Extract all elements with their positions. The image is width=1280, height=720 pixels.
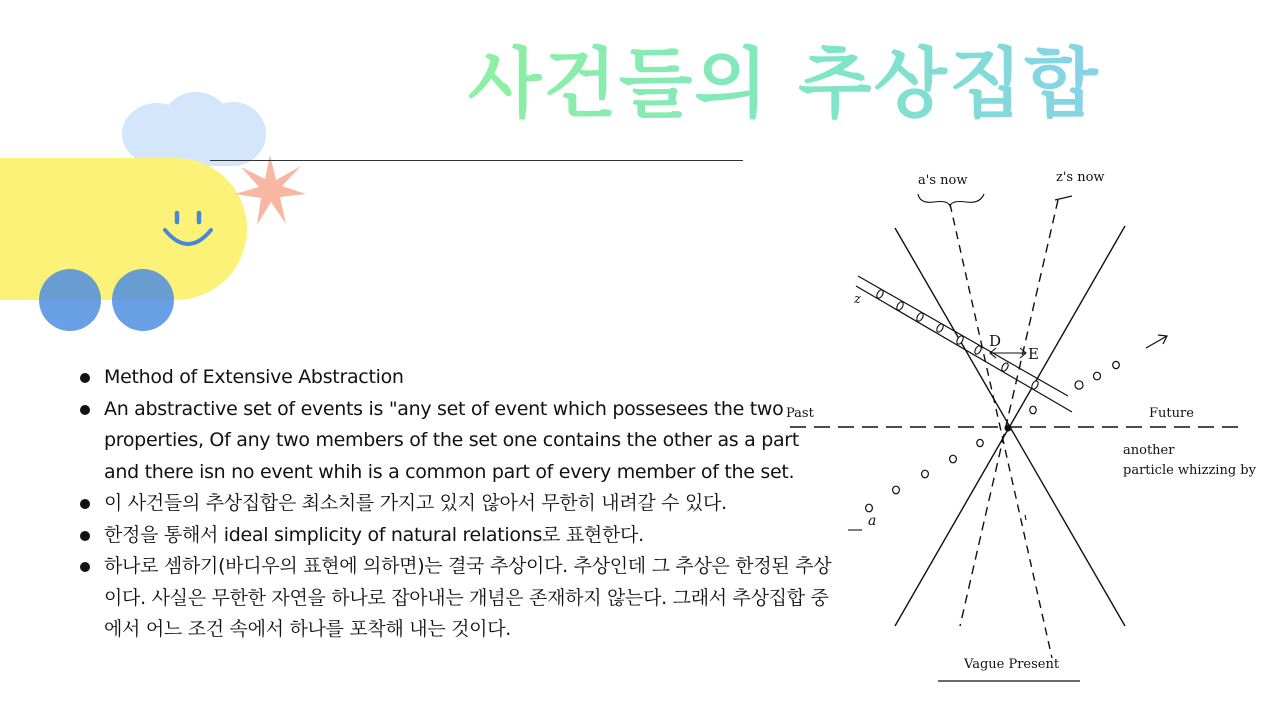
bullet-list (78, 362, 838, 646)
spacetime-diagram (786, 160, 1260, 690)
d-label: D (989, 332, 1002, 350)
future-label: Future (1149, 406, 1194, 421)
slide-title: 사건들의 추상집합 (468, 36, 1100, 132)
bullet-item: 하나로 셈하기(바디우의 표현에 의하면)는 결국 추상이다. 추상인데 그 추상은 한정된 추상이다. 사실은 무한한 자연을 하나로 잡아내는 개념은 존재하지 않는다. 그래서 추상집합 중에서 어느 조건 속에서 하나를 포착해 내는 것이다. (78, 551, 838, 646)
blue-circle-right (112, 269, 174, 331)
bullet-item: 한정을 통해서 ideal simplicity of natural relations로 표현한다. (78, 520, 838, 552)
star-icon (232, 152, 308, 228)
e-label: E (1028, 345, 1039, 363)
title-underline (210, 160, 743, 161)
another-label: another (1123, 443, 1175, 458)
blue-circle-left (39, 269, 101, 331)
a-now-line (950, 204, 1052, 658)
a-label: a (868, 513, 877, 529)
past-label: Past (786, 406, 814, 421)
smiley-face-icon (160, 208, 216, 254)
z-label: z (854, 292, 861, 307)
z-now-line (960, 200, 1058, 626)
z-now-label: z's now (1056, 170, 1105, 185)
bullet-item: An abstractive set of events is "any set of event which possesees the two properties, Of any two members of the set one contains the other as a part and there isn no event whih is a common part of every member of the set. (78, 394, 838, 489)
vague-present-label: Vague Present (964, 657, 1060, 672)
a-now-label: a's now (918, 173, 968, 188)
bullet-item: Method of Extensive Abstraction (78, 362, 838, 394)
particle-label: particle whizzing by (1123, 463, 1256, 478)
event-point (1005, 425, 1012, 432)
bullet-item: 이 사건들의 추상집합은 최소치를 가지고 있지 않아서 무한히 내려갈 수 있다. (78, 488, 838, 520)
